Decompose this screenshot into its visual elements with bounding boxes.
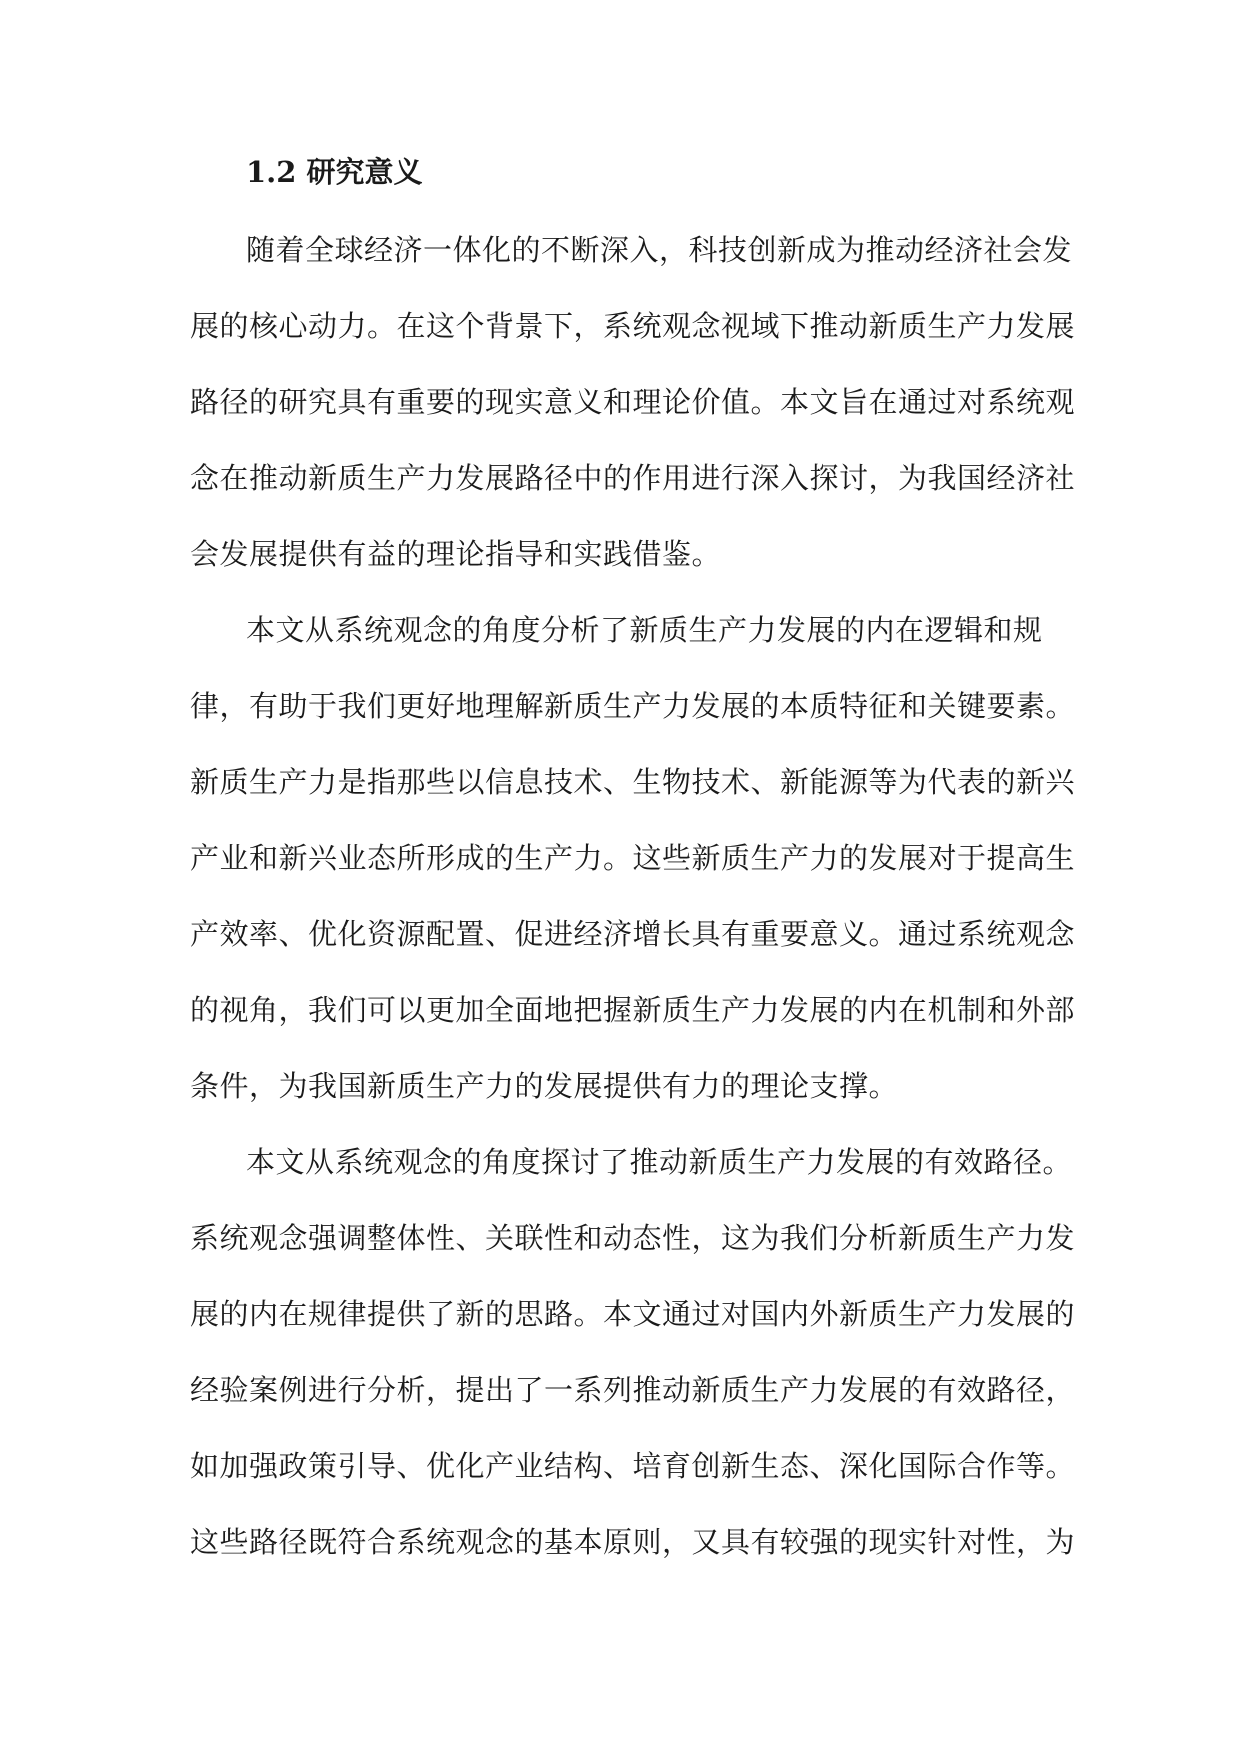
paragraph-3-line-5: 如加强政策引导、优化产业结构、培育创新生态、深化国际合作等。 (190, 1449, 1076, 1483)
paragraph-1-line-4: 念在推动新质生产力发展路径中的作用进行深入探讨，为我国经济社 (190, 461, 1076, 495)
section-heading: 1.2 研究意义 (246, 155, 423, 189)
paragraph-2-line-3: 新质生产力是指那些以信息技术、生物技术、新能源等为代表的新兴 (190, 765, 1076, 799)
paragraph-3-line-4: 经验案例进行分析，提出了一系列推动新质生产力发展的有效路径， (190, 1373, 1076, 1407)
paragraph-2-line-1: 本文从系统观念的角度分析了新质生产力发展的内在逻辑和规 (246, 613, 1043, 647)
paragraph-3-line-3: 展的内在规律提供了新的思路。本文通过对国内外新质生产力发展的 (190, 1297, 1076, 1331)
paragraph-1-line-2: 展的核心动力。在这个背景下，系统观念视域下推动新质生产力发展 (190, 309, 1076, 343)
paragraph-2-line-6: 的视角，我们可以更加全面地把握新质生产力发展的内在机制和外部 (190, 993, 1076, 1027)
paragraph-2-line-2: 律，有助于我们更好地理解新质生产力发展的本质特征和关键要素。 (190, 689, 1076, 723)
paragraph-3-line-2: 系统观念强调整体性、关联性和动态性，这为我们分析新质生产力发 (190, 1221, 1076, 1255)
paragraph-1-line-3: 路径的研究具有重要的现实意义和理论价值。本文旨在通过对系统观 (190, 385, 1076, 419)
paragraph-3-line-1: 本文从系统观念的角度探讨了推动新质生产力发展的有效路径。 (246, 1145, 1073, 1179)
paragraph-3-line-6: 这些路径既符合系统观念的基本原则，又具有较强的现实针对性，为 (190, 1525, 1076, 1559)
paragraph-1-line-5: 会发展提供有益的理论指导和实践借鉴。 (190, 537, 722, 571)
paragraph-2-line-5: 产效率、优化资源配置、促进经济增长具有重要意义。通过系统观念 (190, 917, 1076, 951)
paragraph-1-line-1: 随着全球经济一体化的不断深入，科技创新成为推动经济社会发 (246, 233, 1073, 267)
paragraph-2-line-4: 产业和新兴业态所形成的生产力。这些新质生产力的发展对于提高生 (190, 841, 1076, 875)
paragraph-2-line-7: 条件，为我国新质生产力的发展提供有力的理论支撑。 (190, 1069, 899, 1103)
